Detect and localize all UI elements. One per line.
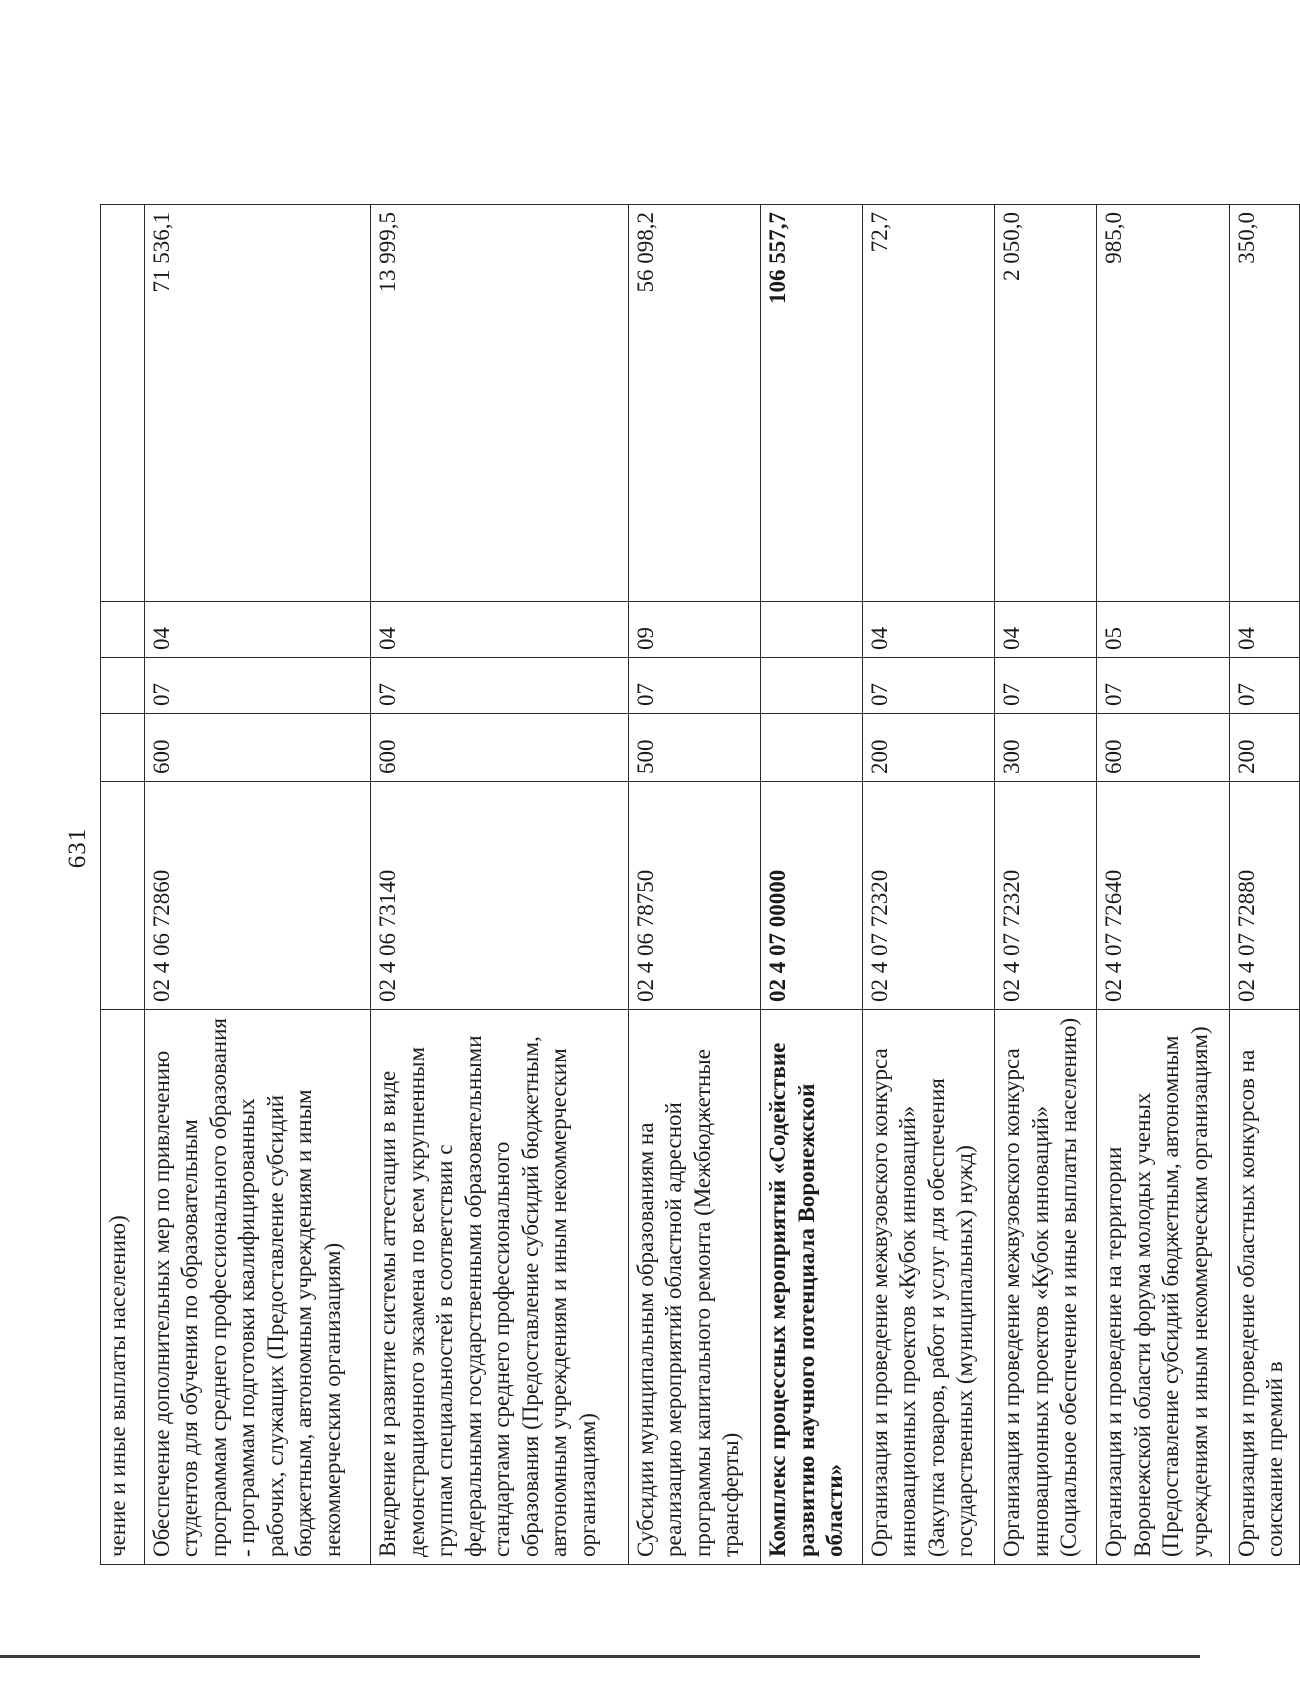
row-name: Комплекс процессных мероприятий «Содействие развитию научного потенциала Воронежской области»	[761, 1010, 862, 1565]
row-code: 02 4 07 00000	[761, 782, 862, 1010]
table-row	[101, 205, 145, 1565]
row-code: 02 4 07 72320	[862, 782, 995, 1010]
row-vr: 200	[1229, 714, 1299, 782]
table-row	[1097, 205, 1230, 1565]
row-vr: 200	[862, 714, 995, 782]
table-row	[628, 205, 761, 1565]
row-code: 02 4 07 72320	[995, 782, 1097, 1010]
row-name: Субсидии муниципальным образованиям на реализацию мероприятий областной адресной программы капитального ремонта (Межбюджетные трансферты)	[628, 1010, 761, 1565]
row-name: чение и иные выплаты населению)	[101, 1010, 145, 1565]
row-sum: 72,7	[862, 205, 995, 602]
row-rz: 07	[862, 658, 995, 714]
row-pr	[761, 602, 862, 658]
row-name: Организация и проведение на территории Воронежской области форума молодых ученых (Предоставление субсидий бюджетным, автономным учреждениям и иным некоммерческим организациям)	[1097, 1010, 1230, 1565]
row-pr: 04	[1229, 602, 1299, 658]
row-sum: 56 098,2	[628, 205, 761, 602]
row-pr: 04	[371, 602, 629, 658]
row-pr: 04	[995, 602, 1097, 658]
row-rz	[101, 658, 145, 714]
row-vr: 500	[628, 714, 761, 782]
row-sum: 985,0	[1097, 205, 1230, 602]
row-vr: 600	[144, 714, 370, 782]
table-row	[862, 205, 995, 1565]
row-sum: 106 557,7	[761, 205, 862, 602]
row-rz: 07	[371, 658, 629, 714]
row-name: Организация и проведение областных конкурсов на соискание премий в	[1229, 1010, 1299, 1565]
row-name: Обеспечение дополнительных мер по привлечению студентов для обучения по образовательным программам среднего профессионального образования - программам подготовки квалифицированных рабочих, служащих (Предоставление субсидий бюджетным, автономным учреждениям и иным некоммерческим организациям)	[144, 1010, 370, 1565]
row-pr: 04	[862, 602, 995, 658]
table-row	[995, 205, 1097, 1565]
row-sum: 71 536,1	[144, 205, 370, 602]
budget-table	[100, 204, 1300, 1565]
row-rz: 07	[144, 658, 370, 714]
row-vr: 300	[995, 714, 1097, 782]
row-code: 02 4 06 73140	[371, 782, 629, 1010]
row-vr	[101, 714, 145, 782]
budget-table-rotated	[100, 205, 1300, 1565]
row-sum: 2 050,0	[995, 205, 1097, 602]
row-name: Организация и проведение межвузовского конкурса инновационных проектов «Кубок инноваций» (Социальное обеспечение и иные выплаты населению)	[995, 1010, 1097, 1565]
row-rz: 07	[995, 658, 1097, 714]
row-pr: 04	[144, 602, 370, 658]
row-pr: 09	[628, 602, 761, 658]
table-body	[101, 205, 1300, 1565]
row-code: 02 4 07 72640	[1097, 782, 1230, 1010]
row-code: 02 4 06 72860	[144, 782, 370, 1010]
table-row	[761, 205, 862, 1565]
row-code: 02 4 07 72880	[1229, 782, 1299, 1010]
row-pr: 05	[1097, 602, 1230, 658]
row-sum: 350,0	[1229, 205, 1299, 602]
table-row	[1229, 205, 1299, 1565]
row-name: Организация и проведение межвузовского конкурса инновационных проектов «Кубок инноваций» (Закупка товаров, работ и услуг для обеспечения государственных (муниципальных) нужд)	[862, 1010, 995, 1565]
row-vr: 600	[1097, 714, 1230, 782]
row-vr: 600	[371, 714, 629, 782]
row-code: 02 4 06 78750	[628, 782, 761, 1010]
row-sum: 13 999,5	[371, 205, 629, 602]
table-row	[371, 205, 629, 1565]
row-sum	[101, 205, 145, 602]
page-number: 631	[64, 827, 91, 869]
bottom-scan-rule	[0, 1655, 1200, 1658]
row-rz	[761, 658, 862, 714]
row-code	[101, 782, 145, 1010]
row-vr	[761, 714, 862, 782]
row-pr	[101, 602, 145, 658]
table-row	[144, 205, 370, 1565]
row-rz: 07	[1229, 658, 1299, 714]
row-name: Внедрение и развитие системы аттестации в виде демонстрационного экзамена по всем укрупненным группам специальностей в соответствии с федеральными государственными образовательными стандартами среднего профессионального образования (Предоставление субсидий бюджетным, автономным учреждениям и иным некоммерческим организациям)	[371, 1010, 629, 1565]
row-rz: 07	[1097, 658, 1230, 714]
row-rz: 07	[628, 658, 761, 714]
